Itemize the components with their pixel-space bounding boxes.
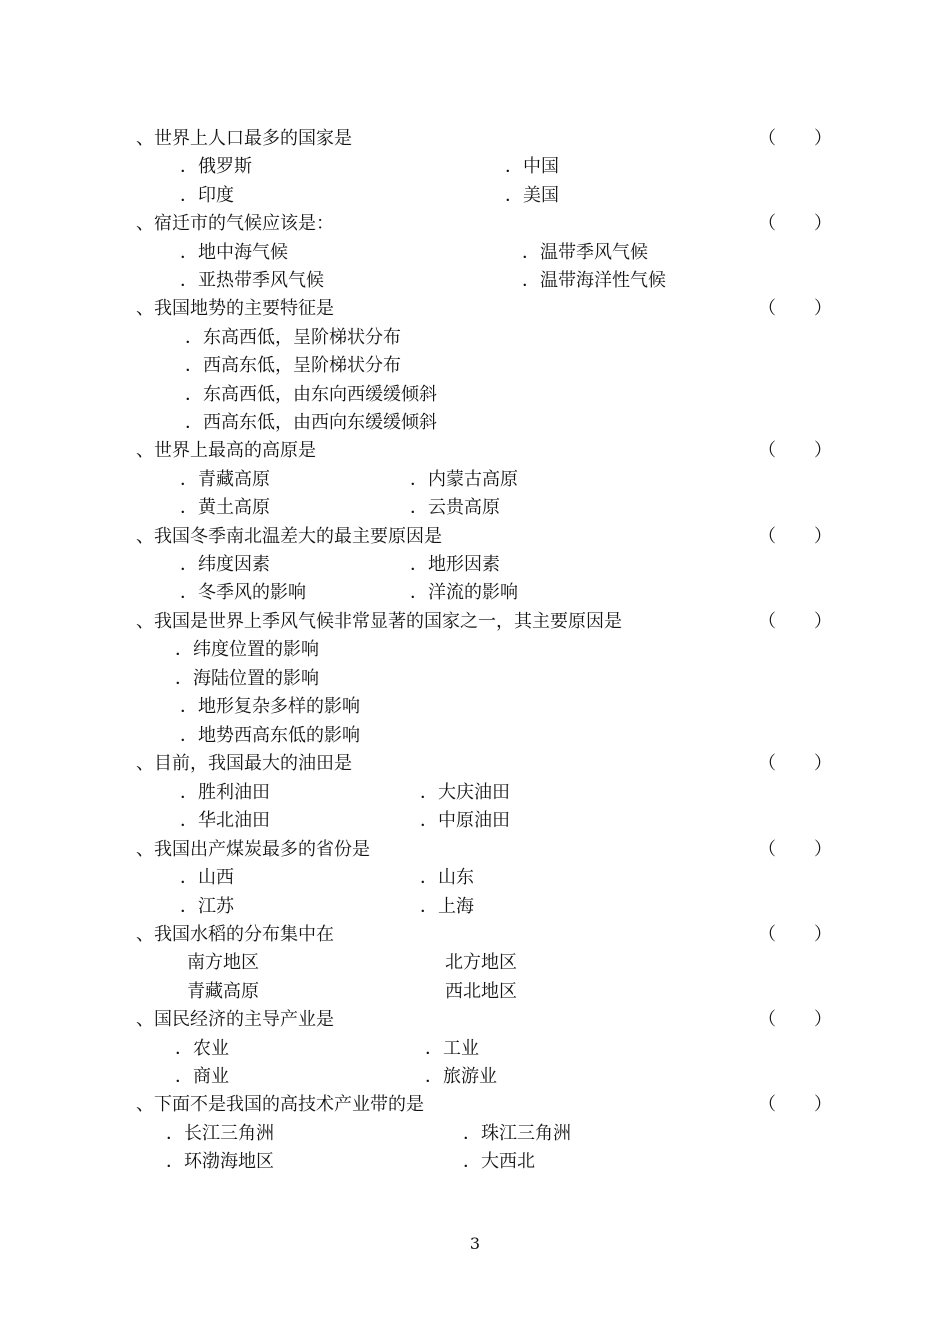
answer-bracket-3[interactable]: （ ） — [758, 298, 832, 319]
question-2-option-b[interactable]: ．温带季风气候 — [522, 242, 648, 263]
question-8-option-c[interactable]: ．江苏 — [180, 896, 234, 917]
question-11-option-c[interactable]: ．环渤海地区 — [166, 1151, 274, 1172]
question-7-option-d[interactable]: ．中原油田 — [420, 810, 510, 831]
question-11-option-a[interactable]: ．长江三角洲 — [166, 1123, 274, 1144]
answer-bracket-6[interactable]: （ ） — [758, 611, 832, 632]
question-6-option-a[interactable]: ．纬度位置的影响 — [175, 639, 319, 660]
question-11-option-d[interactable]: ．大西北 — [463, 1151, 535, 1172]
question-4-option-b[interactable]: ．内蒙古高原 — [410, 469, 518, 490]
answer-bracket-5[interactable]: （ ） — [758, 526, 832, 547]
answer-bracket-8[interactable]: （ ） — [758, 839, 832, 860]
question-7-option-c[interactable]: ．华北油田 — [180, 810, 270, 831]
question-5-option-a[interactable]: ．纬度因素 — [180, 554, 270, 575]
question-1-option-a[interactable]: ．俄罗斯 — [180, 156, 252, 177]
question-10-option-b[interactable]: ．工业 — [425, 1038, 479, 1059]
answer-bracket-11[interactable]: （ ） — [758, 1094, 832, 1115]
question-9-stem: 、我国水稻的分布集中在 — [136, 924, 334, 945]
question-1-option-d[interactable]: ．美国 — [505, 185, 559, 206]
answer-bracket-9[interactable]: （ ） — [758, 924, 832, 945]
question-5-option-d[interactable]: ．洋流的影响 — [410, 582, 518, 603]
question-4-option-a[interactable]: ．青藏高原 — [180, 469, 270, 490]
answer-bracket-7[interactable]: （ ） — [758, 753, 832, 774]
question-2-option-d[interactable]: ．温带海洋性气候 — [522, 270, 666, 291]
question-4-option-c[interactable]: ．黄土高原 — [180, 497, 270, 518]
question-4-option-d[interactable]: ．云贵高原 — [410, 497, 500, 518]
question-2-stem: 、宿迁市的气候应该是： — [136, 213, 334, 234]
question-5-option-c[interactable]: ．冬季风的影响 — [180, 582, 306, 603]
question-9-option-c[interactable]: 青藏高原 — [187, 981, 259, 1002]
question-10-option-c[interactable]: ．商业 — [175, 1066, 229, 1087]
question-4-stem: 、世界上最高的高原是 — [136, 440, 316, 461]
question-8-option-d[interactable]: ．上海 — [420, 896, 474, 917]
question-6-option-d[interactable]: ．地势西高东低的影响 — [180, 725, 360, 746]
question-9-option-b[interactable]: 北方地区 — [445, 952, 517, 973]
question-1-option-b[interactable]: ．中国 — [505, 156, 559, 177]
answer-bracket-2[interactable]: （ ） — [758, 213, 832, 234]
question-5-stem: 、我国冬季南北温差大的最主要原因是 — [136, 526, 442, 547]
question-3-option-d[interactable]: ．西高东低，由西向东缓缓倾斜 — [185, 412, 437, 433]
question-7-option-b[interactable]: ．大庆油田 — [420, 782, 510, 803]
question-5-option-b[interactable]: ．地形因素 — [410, 554, 500, 575]
question-9-option-d[interactable]: 西北地区 — [445, 981, 517, 1002]
page-number: 3 — [469, 1234, 481, 1253]
question-3-option-c[interactable]: ．东高西低，由东向西缓缓倾斜 — [185, 384, 437, 405]
question-6-option-c[interactable]: ．地形复杂多样的影响 — [180, 696, 360, 717]
question-8-stem: 、我国出产煤炭最多的省份是 — [136, 839, 370, 860]
question-10-stem: 、国民经济的主导产业是 — [136, 1009, 334, 1030]
question-6-option-b[interactable]: ．海陆位置的影响 — [175, 668, 319, 689]
question-11-stem: 、下面不是我国的高技术产业带的是 — [136, 1094, 424, 1115]
question-6-stem: 、我国是世界上季风气候非常显著的国家之一，其主要原因是 — [136, 611, 622, 632]
question-9-option-a[interactable]: 南方地区 — [187, 952, 259, 973]
question-3-stem: 、我国地势的主要特征是 — [136, 298, 334, 319]
question-2-option-a[interactable]: ．地中海气候 — [180, 242, 288, 263]
question-3-option-b[interactable]: ．西高东低，呈阶梯状分布 — [185, 355, 401, 376]
question-10-option-d[interactable]: ．旅游业 — [425, 1066, 497, 1087]
answer-bracket-4[interactable]: （ ） — [758, 440, 832, 461]
question-3-option-a[interactable]: ．东高西低，呈阶梯状分布 — [185, 327, 401, 348]
question-8-option-b[interactable]: ．山东 — [420, 867, 474, 888]
question-2-option-c[interactable]: ．亚热带季风气候 — [180, 270, 324, 291]
question-7-option-a[interactable]: ．胜利油田 — [180, 782, 270, 803]
question-7-stem: 、目前，我国最大的油田是 — [136, 753, 352, 774]
question-8-option-a[interactable]: ．山西 — [180, 867, 234, 888]
question-10-option-a[interactable]: ．农业 — [175, 1038, 229, 1059]
question-1-option-c[interactable]: ．印度 — [180, 185, 234, 206]
question-11-option-b[interactable]: ．珠江三角洲 — [463, 1123, 571, 1144]
answer-bracket-10[interactable]: （ ） — [758, 1009, 832, 1030]
question-1-stem: 、世界上人口最多的国家是 — [136, 128, 352, 149]
answer-bracket-1[interactable]: （ ） — [758, 128, 832, 149]
